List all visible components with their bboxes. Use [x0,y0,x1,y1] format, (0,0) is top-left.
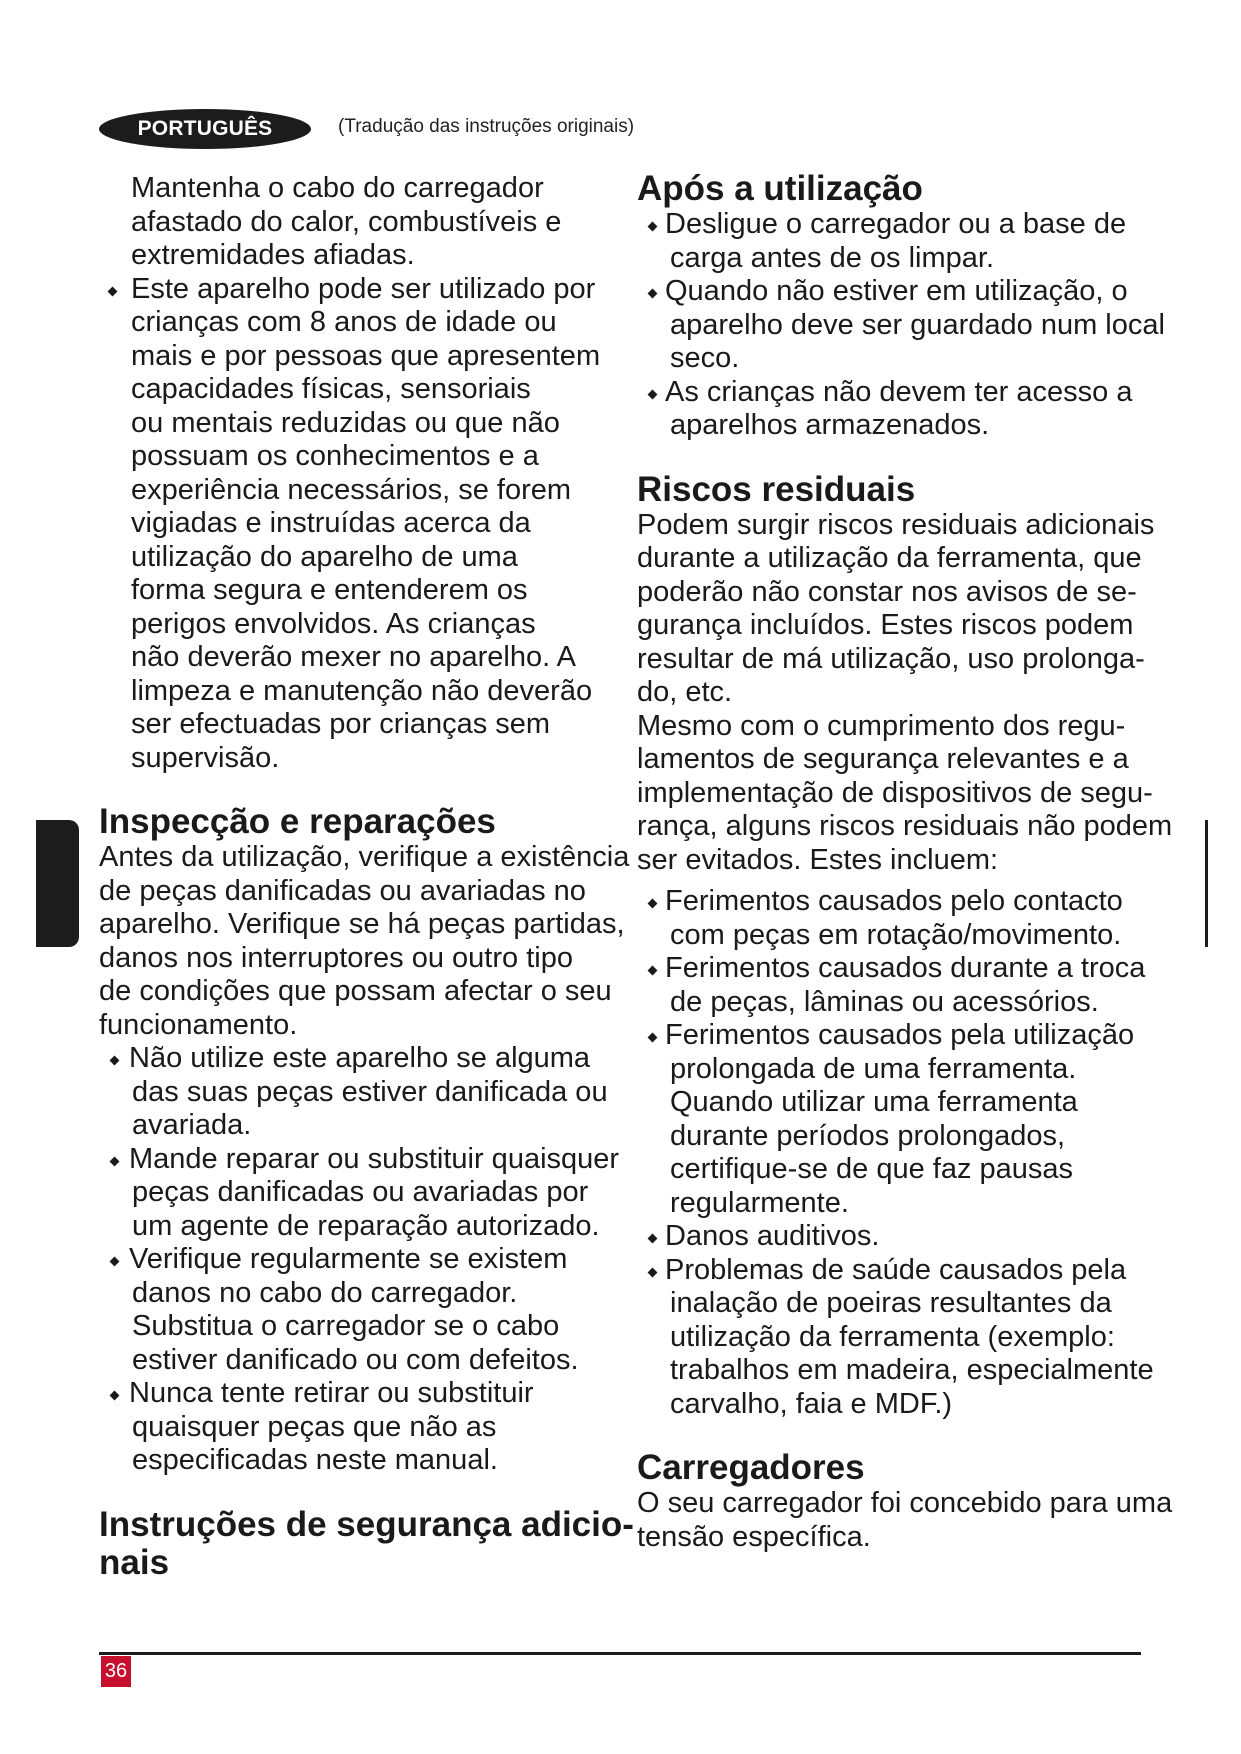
text-line: Mantenha o cabo do carregador [131,172,544,204]
bullet-item [99,1143,639,1244]
text-line: funcionamento. [99,1008,298,1041]
bullet-item [99,273,639,776]
text-line: de condições que possam afectar o seu [99,975,612,1007]
residual-risks-heading: Riscos residuais [637,469,916,509]
text-line: perigos envolvidos. As crianças [131,607,536,640]
text-line: Problemas de saúde causados pela [665,1253,1127,1286]
text-line: Não utilize este aparelho se alguma [129,1042,591,1074]
diamond-bullet-icon [648,289,658,299]
residual-bullet-list [637,885,1177,1421]
residual-paragraph-1 [637,509,1177,710]
translation-note: (Tradução das instruções originais) [338,116,635,137]
bullet-item [637,1254,1177,1422]
residual-paragraph-2 [637,710,1177,878]
text-line: quaisquer peças que não as [132,1410,497,1443]
inspection-paragraph [99,841,639,1042]
diamond-bullet-icon [648,389,658,399]
text-line: avariada. [132,1109,252,1141]
diamond-bullet-icon [648,966,658,976]
text-line: poderão não constar nos avisos de se- [637,575,1137,608]
diamond-bullet-icon [648,899,658,909]
text-line: carga antes de os limpar. [670,241,995,274]
section-tab-marker [36,820,79,947]
bullet-item [637,952,1177,1019]
text-line: forma segura e entenderem os [131,574,528,606]
text-line: estiver danificado ou com defeitos. [132,1343,579,1376]
text-line: Nunca tente retirar ou substituir [129,1377,534,1409]
right-column [637,170,1177,1554]
text-line: Antes da utilização, verifique a existência [99,841,630,873]
text-line: limpeza e manutenção não deverão [131,674,593,707]
text-line: das suas peças estiver danificada ou [132,1075,608,1108]
text-line: aparelho deve ser guardado num local [670,308,1165,341]
text-line: possuam os conhecimentos e a [131,440,539,472]
text-line: ser efectuadas por crianças sem [131,708,551,740]
text-line: capacidades físicas, sensoriais [131,373,531,405]
text-line: afastado do calor, combustíveis e [131,205,562,238]
intro-paragraph [99,172,639,273]
heading-line: nais [99,1542,170,1582]
text-line: Quando utilizar uma ferramenta [670,1086,1078,1118]
inspection-heading: Inspecção e reparações [99,802,496,841]
text-line: de peças danificadas ou avariadas no [99,874,586,907]
left-column [99,172,639,1582]
text-line: Ferimentos causados pelo contacto [665,885,1123,917]
text-line: Ferimentos causados pela utilização [665,1019,1135,1051]
text-line: carvalho, faia e MDF.) [670,1387,953,1420]
language-badge: PORTUGUÊS [99,109,311,149]
bullet-item [99,1377,639,1478]
text-line: danos no cabo do carregador. [132,1276,518,1309]
bullet-item [637,885,1177,952]
text-line: especificadas neste manual. [132,1444,498,1476]
text-line: danos nos interruptores ou outro tipo [99,941,573,974]
text-line: durante períodos prolongados, [670,1119,1066,1152]
text-line: certifique-se de que faz pausas [670,1153,1074,1185]
text-line: Quando não estiver em utilização, o [665,275,1128,307]
text-line: seco. [670,342,740,374]
text-line: rança, alguns riscos residuais não podem [637,810,1173,842]
text-line: supervisão. [131,741,280,774]
diamond-bullet-icon [648,1267,658,1277]
text-line: Substitua o carregador se o cabo [132,1310,560,1342]
text-line: durante a utilização da ferramenta, que [637,542,1142,574]
after-use-heading: Após a utilização [637,169,923,208]
text-line: ser evitados. Estes incluem: [637,843,999,876]
right-margin-rule [1205,820,1208,947]
text-line: Desligue o carregador ou a base de [665,208,1127,240]
bullet-item [637,1220,1177,1254]
diamond-bullet-icon [648,1234,658,1244]
text-line: Ferimentos causados durante a troca [665,952,1146,984]
text-line: trabalhos em madeira, especialmente [670,1354,1154,1386]
text-line: Este aparelho pode ser utilizado por [131,272,596,305]
diamond-bullet-icon [110,1391,120,1401]
text-line: extremidades afiadas. [131,239,415,271]
text-line: resultar de má utilização, uso prolonga- [637,642,1145,675]
text-line: O seu carregador foi concebido para uma [637,1487,1173,1519]
text-line: aparelho. Verifique se há peças partidas, [99,908,625,940]
bullet-item [99,1042,639,1143]
text-line: lamentos de segurança relevantes e a [637,743,1129,775]
text-line: As crianças não devem ter acesso a [665,375,1133,408]
inspection-bullet-list [99,1042,639,1478]
text-line: utilização da ferramenta (exemplo: [670,1320,1115,1353]
diamond-bullet-icon [110,1156,120,1166]
text-line: um agente de reparação autorizado. [132,1209,600,1242]
children-bullet-list [99,273,639,776]
additional-safety-heading [99,1506,639,1582]
text-line: peças danificadas ou avariadas por [132,1176,589,1208]
text-line: Mesmo com o cumprimento dos regu- [637,709,1126,742]
text-line: do, etc. [637,676,733,708]
diamond-bullet-icon [108,286,118,296]
text-line: tensão específica. [637,1520,871,1553]
diamond-bullet-icon [648,1033,658,1043]
text-line: gurança incluídos. Estes riscos podem [637,609,1134,641]
after-use-bullet-list [637,208,1177,443]
footer-rule [99,1652,1141,1655]
text-line: aparelhos armazenados. [670,409,990,441]
text-line: Mande reparar ou substituir quaisquer [129,1142,620,1175]
bullet-item [637,275,1177,376]
text-line: utilização do aparelho de uma [131,540,518,573]
text-line: com peças em rotação/movimento. [670,918,1122,951]
text-line: Danos auditivos. [665,1220,880,1252]
text-line: Podem surgir riscos residuais adicionais [637,508,1155,541]
bullet-item [99,1243,639,1377]
text-line: de peças, lâminas ou acessórios. [670,985,1099,1018]
text-line: Verifique regularmente se existem [129,1243,568,1275]
text-line: não deverão mexer no aparelho. A [131,641,576,673]
text-line: experiência necessários, se forem [131,473,572,506]
text-line: mais e por pessoas que apresentem [131,339,601,372]
bullet-item [637,376,1177,443]
heading-line: Instruções de segurança adicio- [99,1504,634,1544]
diamond-bullet-icon [648,222,658,232]
text-line: vigiadas e instruídas acerca da [131,507,531,539]
chargers-heading: Carregadores [637,1448,865,1487]
text-line: crianças com 8 anos de idade ou [131,306,557,338]
diamond-bullet-icon [110,1257,120,1267]
chargers-paragraph [637,1487,1177,1554]
bullet-item [637,208,1177,275]
bullet-item [637,1019,1177,1220]
text-line: prolongada de uma ferramenta. [670,1052,1077,1085]
text-line: regularmente. [670,1186,849,1219]
text-line: inalação de poeiras resultantes da [670,1287,1112,1319]
text-line: implementação de dispositivos de segu- [637,776,1153,809]
text-line: ou mentais reduzidas ou que não [131,406,560,439]
diamond-bullet-icon [110,1056,120,1066]
page-number: 36 [101,1656,131,1687]
